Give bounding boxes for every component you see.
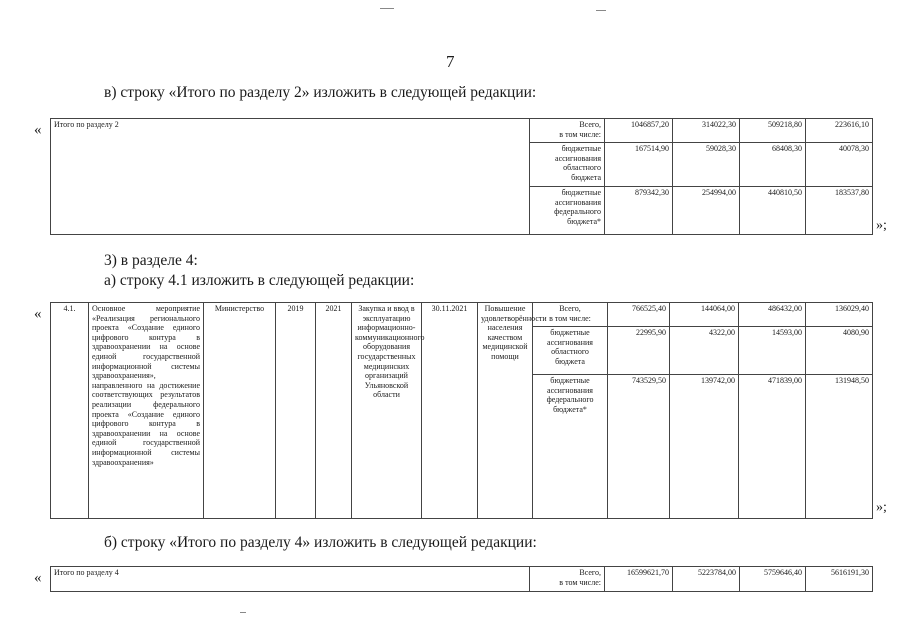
value-cell: 183537,80 bbox=[806, 187, 873, 235]
section-4-total-table bbox=[50, 566, 873, 592]
scan-speck bbox=[380, 8, 394, 9]
open-quote: « bbox=[34, 306, 42, 322]
value-cell: 254994,00 bbox=[673, 187, 740, 235]
row-label: Всего, в том числе: bbox=[533, 303, 608, 327]
event-description: Закупка и ввод в эксплуатацию информационно-коммуникационного оборудования государственных медицинских организаций Ульяновской области bbox=[352, 303, 422, 519]
value-cell: 68408,30 bbox=[740, 143, 806, 187]
value-cell: 131948,50 bbox=[806, 375, 873, 519]
executor: Министерство bbox=[204, 303, 276, 519]
open-quote: « bbox=[34, 570, 42, 586]
expected-result: Повышение удовлетворённости населения качеством медицинской помощи bbox=[478, 303, 533, 519]
value-cell: 440810,50 bbox=[740, 187, 806, 235]
value-cell: 16599621,70 bbox=[605, 567, 673, 592]
row-label: Всего, в том числе: bbox=[530, 119, 605, 143]
close-quote: »; bbox=[876, 218, 887, 233]
value-cell: 5223784,00 bbox=[673, 567, 740, 592]
scan-speck bbox=[240, 612, 246, 613]
value-cell: 40078,30 bbox=[806, 143, 873, 187]
value-cell: 1046857,20 bbox=[605, 119, 673, 143]
open-quote: « bbox=[34, 122, 42, 138]
table-row bbox=[51, 303, 873, 327]
section-3a-heading: а) строку 4.1 изложить в следующей редакции: bbox=[104, 272, 415, 289]
page-number: 7 bbox=[446, 52, 455, 71]
section-v-heading: в) строку «Итого по разделу 2» изложить в следующей редакции: bbox=[104, 84, 537, 101]
year-start: 2019 bbox=[276, 303, 316, 519]
row-name: Итого по разделу 4 bbox=[51, 567, 530, 592]
value-cell: 509218,80 bbox=[740, 119, 806, 143]
row-label: бюджетные ассигнования областного бюджета bbox=[530, 143, 605, 187]
deadline-date: 30.11.2021 bbox=[422, 303, 478, 519]
value-cell: 4080,90 bbox=[806, 327, 873, 375]
row-name: Итого по разделу 2 bbox=[51, 119, 530, 235]
row-label: бюджетные ассигнования федерального бюджета* bbox=[530, 187, 605, 235]
row-4-1-table bbox=[50, 302, 873, 519]
value-cell: 14593,00 bbox=[739, 327, 806, 375]
value-cell: 471839,00 bbox=[739, 375, 806, 519]
value-cell: 59028,30 bbox=[673, 143, 740, 187]
value-cell: 22995,90 bbox=[608, 327, 670, 375]
value-cell: 139742,00 bbox=[670, 375, 739, 519]
value-cell: 136029,40 bbox=[806, 303, 873, 327]
value-cell: 743529,50 bbox=[608, 375, 670, 519]
value-cell: 879342,30 bbox=[605, 187, 673, 235]
row-label: бюджетные ассигнования федерального бюджета* bbox=[533, 375, 608, 519]
close-quote: »; bbox=[876, 500, 887, 515]
value-cell: 766525,40 bbox=[608, 303, 670, 327]
table-row bbox=[51, 567, 873, 592]
value-cell: 5616191,30 bbox=[806, 567, 873, 592]
value-cell: 144064,00 bbox=[670, 303, 739, 327]
year-end: 2021 bbox=[316, 303, 352, 519]
scan-speck bbox=[596, 10, 606, 11]
row-number: 4.1. bbox=[51, 303, 89, 519]
row-label: бюджетные ассигнования областного бюджета bbox=[533, 327, 608, 375]
value-cell: 4322,00 bbox=[670, 327, 739, 375]
value-cell: 314022,30 bbox=[673, 119, 740, 143]
table-row bbox=[51, 119, 873, 143]
value-cell: 167514,90 bbox=[605, 143, 673, 187]
section-2-total-table bbox=[50, 118, 873, 235]
section-3-heading: 3) в разделе 4: bbox=[104, 252, 198, 269]
value-cell: 5759646,40 bbox=[740, 567, 806, 592]
measure-name: Основное мероприятие «Реализация регионального проекта «Создание единого цифрового контура в здравоохранении на основе единой государственной информационной системы здравоохранения», направленного на достижение соответствующих результатов реализации федерального проекта «Создание единого цифрового контура в здравоохранении на основе единой государственной информационной системы здравоохранения» bbox=[89, 303, 204, 519]
section-b-heading: б) строку «Итого по разделу 4» изложить в следующей редакции: bbox=[104, 534, 537, 551]
row-label: Всего, в том числе: bbox=[530, 567, 605, 592]
value-cell: 486432,00 bbox=[739, 303, 806, 327]
value-cell: 223616,10 bbox=[806, 119, 873, 143]
